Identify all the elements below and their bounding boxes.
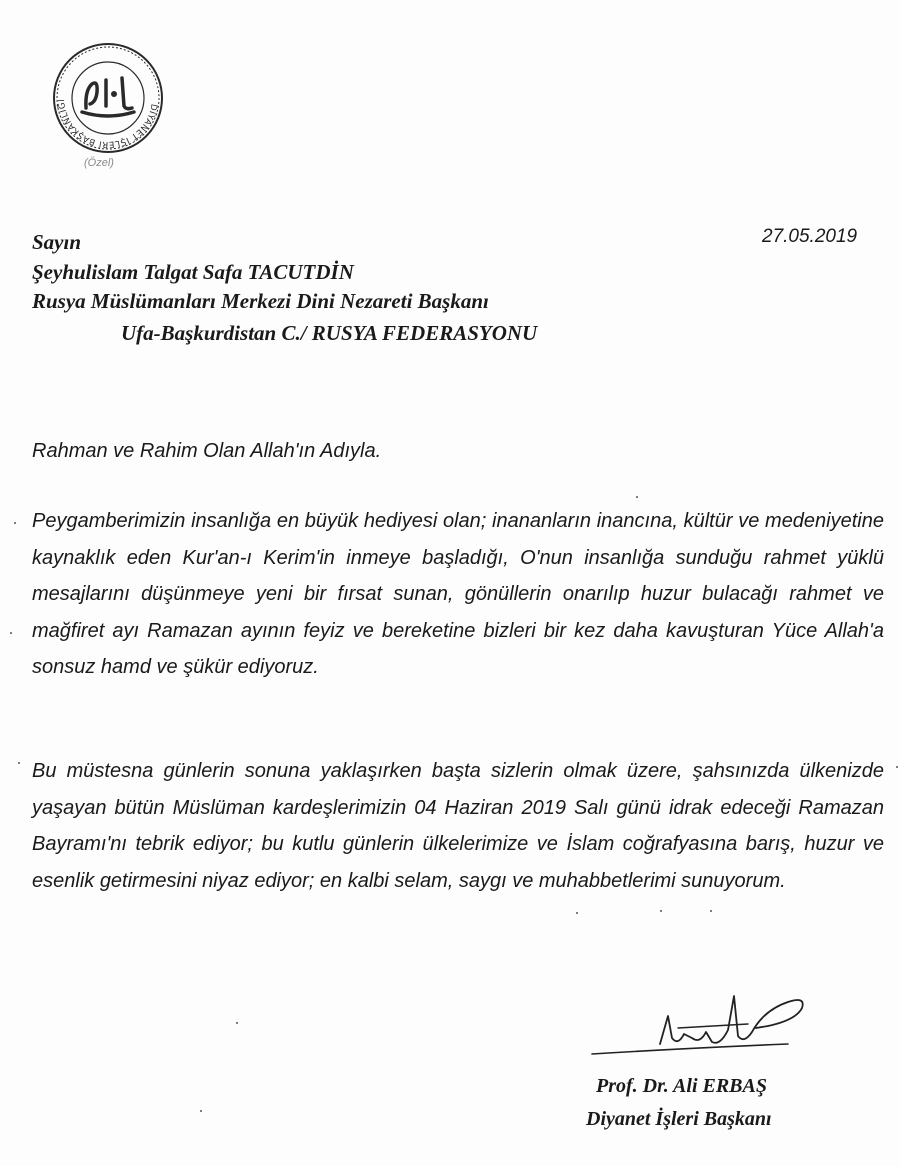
signatory-title: Diyanet İşleri Başkanı [586,1108,772,1130]
body-paragraph-2: Bu müstesna günlerin sonuna yaklaşırken başta sizlerin olmak üzere, şahsınızda ülkenizde yaşayan bütün Müslüman kardeşlerimizin 04 Haziran 2019 Salı günü idrak edeceği Ramazan Bayramı'nı tebrik ediyor; bu kutlu günlerin ülkelerimize ve İslam coğrafyasına barış, huzur ve esenlik getirmesini niyaz ediyor; en kalbi selam, saygı ve muhabbetlerimi sunuyorum. [32,760,884,892]
scan-speck [896,766,898,768]
addressee-position: Rusya Müslümanları Merkezi Dini Nezareti Başkanı [32,289,489,313]
scan-speck [660,910,662,912]
scan-speck [200,1110,202,1112]
greeting: Rahman ve Rahim Olan Allah'ın Adıyla. [32,440,382,462]
handwritten-signature [588,988,818,1063]
letter-date: 27.05.2019 [762,226,858,247]
signatory-name: Prof. Dr. Ali ERBAŞ [596,1075,767,1097]
scan-speck [10,632,12,634]
seal-caption: (Özel) [84,157,114,169]
seal-text: DİYANET İŞLERİ BAŞKANLIĞI [56,98,159,150]
scan-speck [14,522,16,524]
addressee-name: Şeyhulislam Talgat Safa TACUTDİN [32,260,354,284]
scan-speck [710,910,712,912]
salutation: Sayın [32,230,82,254]
scan-speck [636,496,638,498]
body-paragraph-1: Peygamberimizin insanlığa en büyük hediyesi olan; inananların inancına, kültür ve medeniyetine kaynaklık eden Kur'an-ı Kerim'in inmeye başladığı, O'nun insanlığa sunduğu rahmet yüklü mesajlarını düşünmeye yeni bir fırsat sunan, gönüllerin onarılıp huzur bulacağı rahmet ve mağfiret ayı Ramazan ayının feyiz ve bereketine bizleri bir kez daha kavuşturan Yüce Allah'a sonsuz hamd ve şükür ediyoruz. [32,510,884,678]
scan-speck [576,912,578,914]
diyanet-seal-logo [52,42,164,154]
scan-speck [18,762,20,764]
scan-speck [236,1022,238,1024]
addressee-location: Ufa-Başkurdistan C./ RUSYA FEDERASYONU [121,321,538,345]
